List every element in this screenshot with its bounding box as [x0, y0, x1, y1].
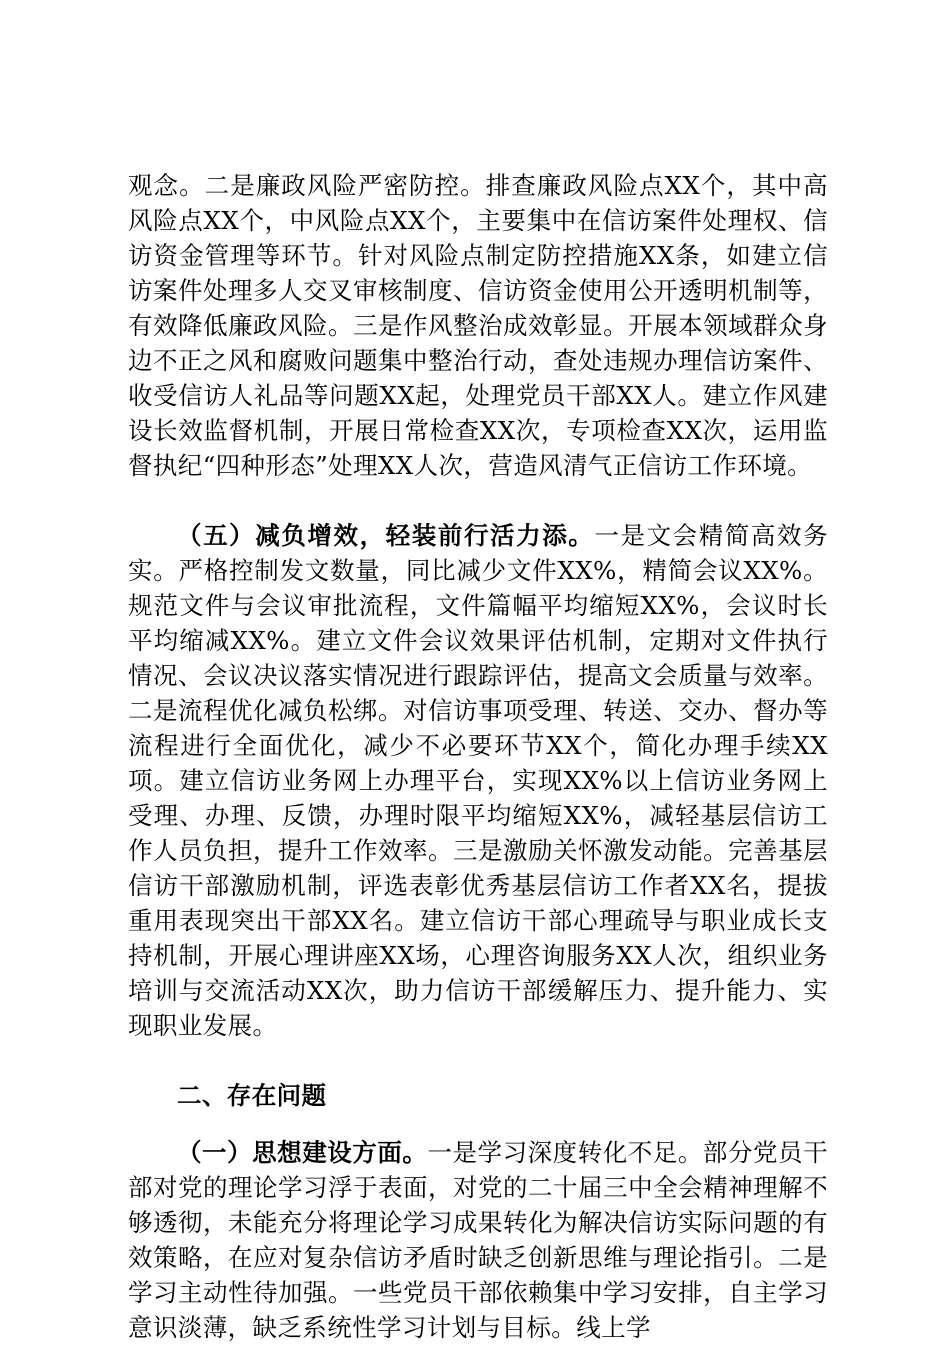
paragraph-text: 观念。二是廉政风险严密防控。排查廉政风险点XX个，其中高风险点XX个，中风险点XX个，主要集中在信访案件处理权、信访资金管理等环节。针对风险点制定防控措施XX条，如建立信访案件处理多人交叉审核制度、信访资金使用公开透明机制等，有效降低廉政风险。三是作风整治成效彰显。开展本领域群众身边不正之风和腐败问题集中整治行动，查处违规办理信访案件、收受信访人礼品等问题XX起，处理党员干部XX人。建立作风建设长效监督机制，开展日常检查XX次，专项检查XX次，运用监督执纪“四种形态”处理XX人次，营造风清气正信访工作环境。 [128, 171, 828, 480]
paragraph-gap [128, 1043, 828, 1078]
paragraph-lead-heading: （五）减负增效，轻装前行活力添。 [177, 521, 595, 550]
paragraph-text: 一是文会精简高效务实。严格控制发文数量，同比减少文件XX%，精简会议XX%。规范文件与会议审批流程，文件篇幅平均缩短XX%，会议时长平均缩减XX%。建立文件会议效果评估机制，定期对文件执行情况、会议决议落实情况进行跟踪评估，提高文会质量与效率。二是流程优化减负松绑。对信访事项受理、转送、交办、督办等流程进行全面优化，减少不必要环节XX个，简化办理手续XX项。建立信访业务网上办理平台，实现XX%以上信访业务网上受理、办理、反馈，办理时限平均缩短XX%，减轻基层信访工作人员负担，提升工作效率。三是激励关怀激发动能。完善基层信访干部激励机制，评选表彰优秀基层信访工作者XX名，提拔重用表现突出干部XX名。建立信访干部心理疏导与职业成长支持机制，开展心理讲座XX场，心理咨询服务XX人次，组织业务培训与交流活动XX次，助力信访干部缓解压力、提升能力、实现职业发展。 [128, 521, 828, 1040]
paragraph-integrity-continued [128, 168, 828, 483]
paragraph-lead-heading: （一）思想建设方面。 [177, 1138, 428, 1167]
paragraph-burden-reduction [128, 518, 828, 1043]
paragraph-gap [128, 1113, 828, 1135]
document-body [128, 168, 828, 1345]
section-heading: 二、存在问题 [177, 1081, 327, 1110]
paragraph-ideology [128, 1135, 828, 1345]
paragraph-text: 一是学习深度转化不足。部分党员干部对党的理论学习浮于表面，对党的二十届三中全会精神理解不够透彻，未能充分将理论学习成果转化为解决信访实际问题的有效策略，在应对复杂信访矛盾时缺乏创新思维与理论指引。二是学习主动性待加强。一些党员干部依赖集中学习安排，自主学习意识淡薄，缺乏系统性学习计划与目标。线上学 [128, 1138, 828, 1342]
paragraph-gap [128, 483, 828, 518]
